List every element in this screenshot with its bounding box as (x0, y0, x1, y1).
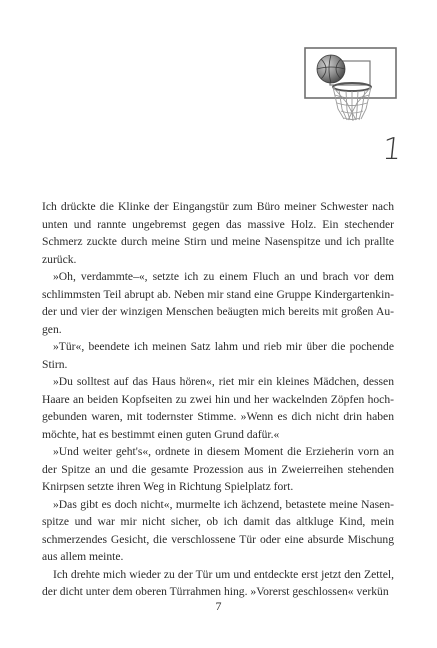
basketball-hoop-icon (304, 47, 397, 123)
paragraph: »Du solltest auf das Haus hören«, riet mir ein kleines Mädchen, dessen Haare an beiden Kopfseiten zu zwei hin und her wackelnden Zöpfen hochgebunden waren, mit todernster Stimme. »Wenn es dich nicht drin haben möchte, hat es bestimmt einen guten Grund dafür.« (42, 375, 394, 441)
paragraph: »Das gibt es doch nicht«, murmelte ich ächzend, betastete meine Nasenspitze und war mir nicht sicher, ob ich damit das altkluge Kind, mein schmerzendes Gesicht, die verschlossene Tür oder eine absurde Mischung aus allem meinte. (42, 497, 394, 563)
paragraph: »Und weiter geht's«, ordnete in diesem Moment die Erzieherin vorn an der Spitze an und die gesamte Prozession aus in Zweierreihen stehenden Knirpsen setzte ihren Weg in Richtung Spielplatz fort. (42, 445, 394, 493)
page-number: 7 (215, 599, 222, 613)
chapter-number: 1 (380, 132, 404, 167)
paragraph: »Oh, verdammte–«, setzte ich zu einem Fluch an und brach vor dem schlimmsten Teil abrupt ab. Neben mir stand eine Gruppe Kindergartenkinder und vier der winzigen Menschen beäugten mich bereits mit großen Augen. (42, 270, 394, 336)
paragraph: Ich drehte mich wieder zu der Tür um und entdeckte erst jetzt den Zettel, der dicht unter dem oberen Türrahmen hing. »Vorerst geschlossen« verkün (42, 567, 394, 598)
paragraph: »Tür«, beendete ich meinen Satz lahm und rieb mir über die pochende Stirn. (42, 340, 394, 371)
body-text (42, 198, 394, 601)
paragraph: Ich drückte die Klinke der Eingangstür zum Büro meiner Schwester nach unten und rannte ungebremst gegen das massive Holz. Ein stechender Schmerz zuckte durch meine Stirn und meine Nasenspitze und ich prallte zurück. (42, 200, 394, 266)
